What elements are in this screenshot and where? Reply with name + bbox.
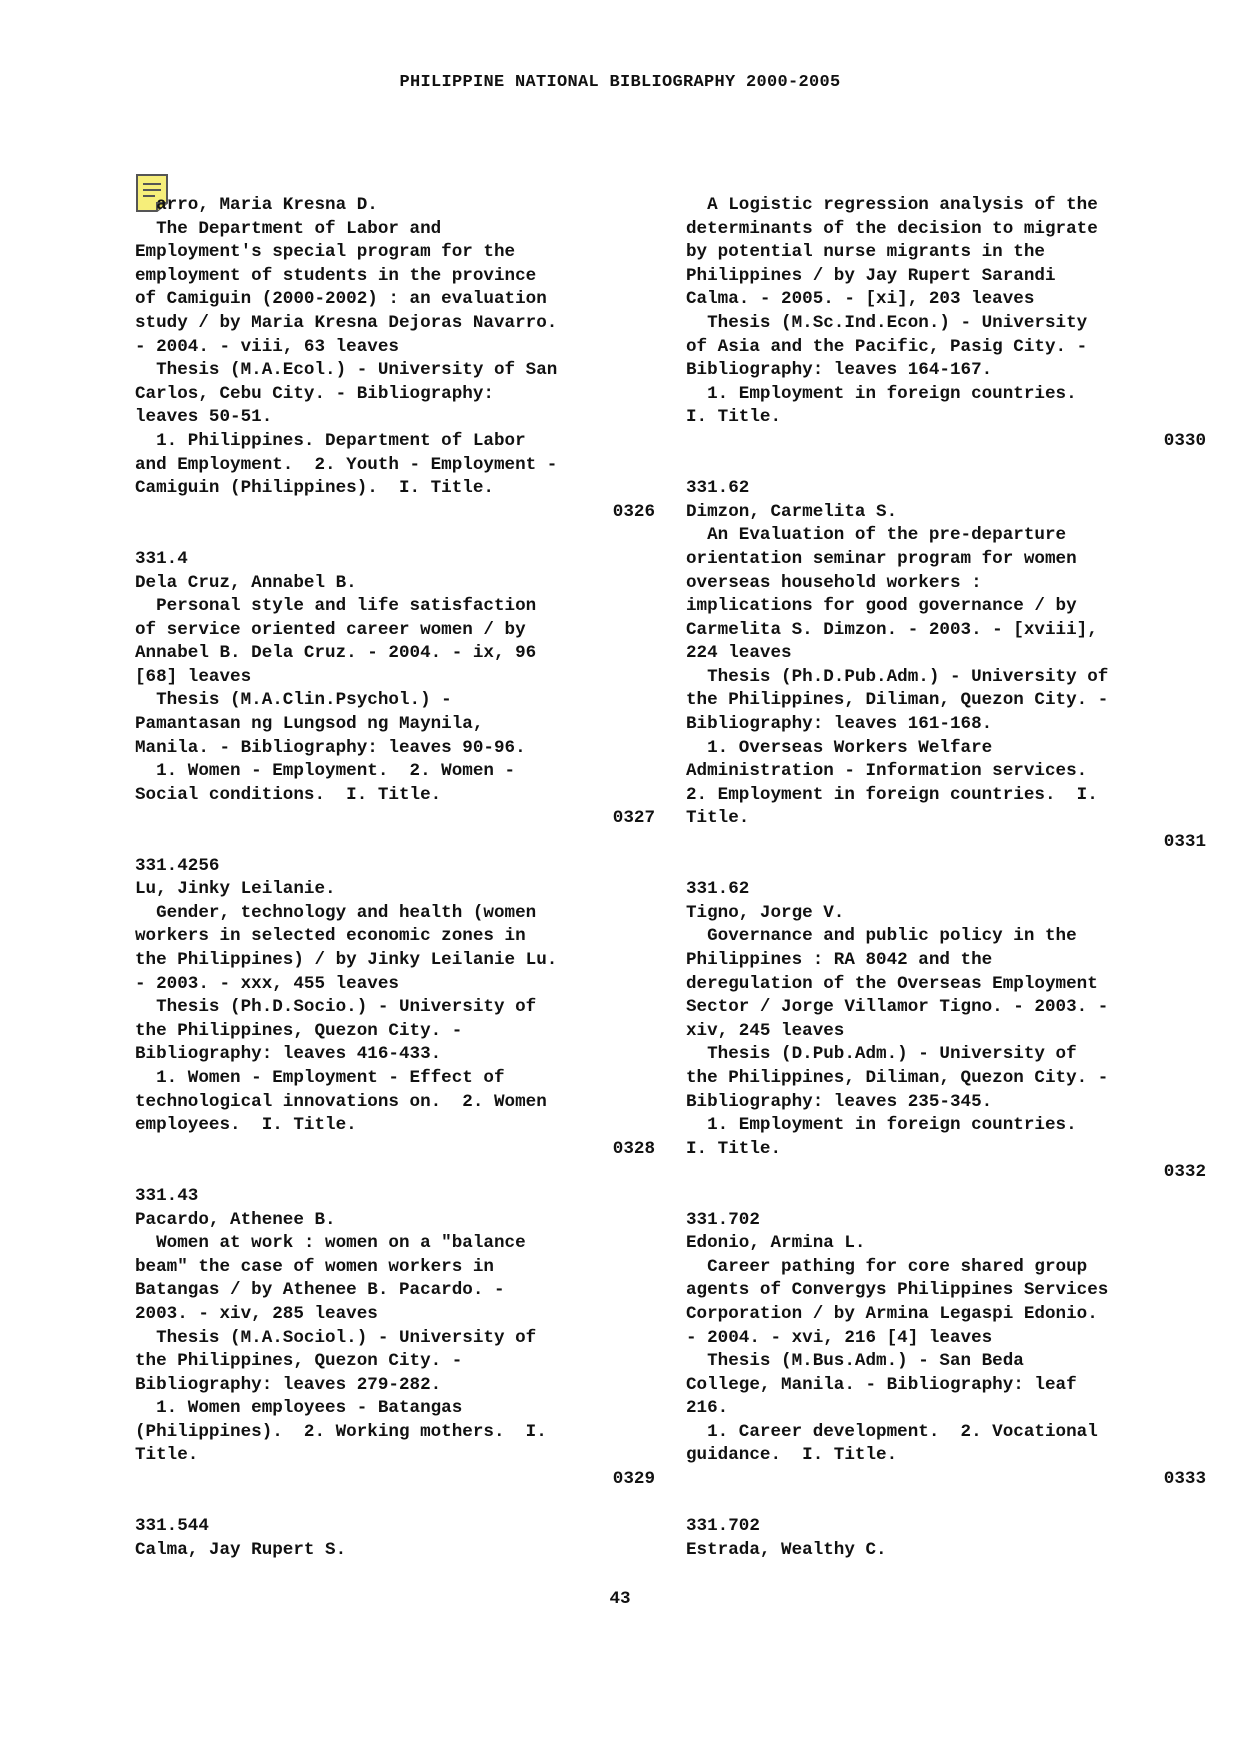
entry-line: Tigno, Jorge V. <box>686 902 845 923</box>
entry-line: Governance and public policy in the <box>686 926 1077 947</box>
entry-line: Bibliography: leaves 279-282. <box>135 1374 442 1395</box>
entry-line: Administration - Information services. <box>686 761 1088 782</box>
entry-gap <box>135 524 655 548</box>
entry-line: Employment's special program for the <box>135 242 516 263</box>
entry-line: guidance. I. Title. <box>686 1445 898 1466</box>
entry-gap <box>135 1161 655 1185</box>
entry-line: A Logistic regression analysis of the <box>686 195 1098 215</box>
entry-gap <box>686 855 1206 879</box>
entry-line: Calma, Jay Rupert S. <box>135 1539 347 1560</box>
entry-line: Thesis (M.Bus.Adm.) - San Beda <box>686 1351 1024 1372</box>
entry-line: Career pathing for core shared group <box>686 1256 1088 1277</box>
entry-line: Pacardo, Athenee B. <box>135 1209 336 1230</box>
bibliography-entry <box>686 194 1206 454</box>
entry-line: Thesis (M.A.Ecol.) - University of San <box>135 360 558 381</box>
entry-line: Pamantasan ng Lungsod ng Maynila, <box>135 714 484 735</box>
entry-line: I. Title. <box>686 407 782 428</box>
entry-line: Calma. - 2005. - [xi], 203 leaves <box>686 289 1035 310</box>
accession-number: 0327 <box>612 808 655 829</box>
entry-line: orientation seminar program for women <box>686 548 1077 569</box>
bibliography-entry <box>686 477 1206 855</box>
bibliography-entry <box>135 548 655 831</box>
entry-line: beam" the case of women workers in <box>135 1256 494 1277</box>
entry-line: of service oriented career women / by <box>135 619 526 640</box>
entry-line: Philippines : RA 8042 and the <box>686 950 993 970</box>
entry-line: Bibliography: leaves 164-167. <box>686 360 993 381</box>
bibliography-entry <box>686 1515 1206 1562</box>
entry-line: Thesis (M.A.Clin.Psychol.) - <box>135 690 452 711</box>
page-number: 43 <box>609 1589 631 1609</box>
entry-line: - 2004. - xvi, 216 [4] leaves <box>686 1327 993 1348</box>
entry-line: Dimzon, Carmelita S. <box>686 501 898 522</box>
entry-line: arro, Maria Kresna D. <box>135 195 378 215</box>
entry-line: 331.4 <box>135 548 188 569</box>
entry-line: technological innovations on. 2. Women <box>135 1091 547 1112</box>
entry-line: 1. Overseas Workers Welfare <box>686 737 993 758</box>
entry-line: Bibliography: leaves 235-345. <box>686 1091 993 1112</box>
entry-line: Social conditions. I. Title. <box>135 784 442 805</box>
entry-gap <box>686 454 1206 478</box>
entry-line: Personal style and life satisfaction <box>135 596 537 617</box>
entry-line: Lu, Jinky Leilanie. <box>135 879 336 900</box>
entry-line: and Employment. 2. Youth - Employment - <box>135 454 558 475</box>
entry-line: Thesis (M.Sc.Ind.Econ.) - University <box>686 312 1088 333</box>
entry-line: 2. Employment in foreign countries. I. <box>686 784 1098 805</box>
entry-line: Philippines / by Jay Rupert Sarandi <box>686 265 1056 286</box>
entry-line: deregulation of the Overseas Employment <box>686 973 1098 994</box>
entry-line: 1. Women - Employment. 2. Women - <box>135 761 516 782</box>
entry-line: An Evaluation of the pre-departure <box>686 525 1067 546</box>
entry-line: Title. <box>686 808 750 829</box>
entry-line: the Philippines, Diliman, Quezon City. - <box>686 1067 1109 1088</box>
accession-number: 0329 <box>612 1469 655 1490</box>
accession-number: 0330 <box>1163 430 1206 451</box>
entry-line: Manila. - Bibliography: leaves 90-96. <box>135 737 526 758</box>
entry-line: Dela Cruz, Annabel B. <box>135 572 357 593</box>
entry-line: (Philippines). 2. Working mothers. I. <box>135 1421 547 1442</box>
entry-line: 1. Career development. 2. Vocational <box>686 1421 1098 1442</box>
entry-line: Thesis (Ph.D.Socio.) - University of <box>135 997 537 1018</box>
entry-line: by potential nurse migrants in the <box>686 242 1045 263</box>
entry-line: 1. Women employees - Batangas <box>135 1398 463 1419</box>
bibliography-entry <box>135 855 655 1162</box>
entry-line: the Philippines, Quezon City. - <box>135 1020 463 1041</box>
entry-line: Thesis (Ph.D.Pub.Adm.) - University of <box>686 666 1109 687</box>
entry-line: College, Manila. - Bibliography: leaf <box>686 1374 1077 1395</box>
entry-line: I. Title. <box>686 1138 782 1159</box>
accession-number: 0332 <box>1163 1162 1206 1183</box>
accession-number: 0331 <box>1163 832 1206 853</box>
entry-gap <box>686 1185 1206 1209</box>
entry-line: xiv, 245 leaves <box>686 1020 845 1041</box>
entry-line: Gender, technology and health (women <box>135 902 537 923</box>
entry-line: implications for good governance / by <box>686 596 1077 617</box>
entry-line: 331.43 <box>135 1185 199 1206</box>
entry-line: determinants of the decision to migrate <box>686 218 1098 239</box>
entry-line: Carmelita S. Dimzon. - 2003. - [xviii], <box>686 619 1098 640</box>
page-header: PHILIPPINE NATIONAL BIBLIOGRAPHY 2000-2005 <box>399 73 841 92</box>
left-column <box>135 194 655 1562</box>
entry-line: of Camiguin (2000-2002) : an evaluation <box>135 289 547 310</box>
entry-line: - 2003. - xxx, 455 leaves <box>135 973 399 994</box>
entry-line: overseas household workers : <box>686 572 982 593</box>
entry-line: employment of students in the province <box>135 265 537 286</box>
right-column <box>686 194 1206 1562</box>
entry-line: of Asia and the Pacific, Pasig City. - <box>686 336 1088 357</box>
bibliography-entry <box>686 878 1206 1185</box>
entry-line: 2003. - xiv, 285 leaves <box>135 1303 378 1324</box>
entry-line: Title. <box>135 1445 199 1466</box>
entry-line: the Philippines) / by Jinky Leilanie Lu. <box>135 950 558 970</box>
entry-line: 331.544 <box>135 1516 209 1537</box>
bibliography-entry <box>135 1185 655 1492</box>
entry-gap <box>135 1492 655 1516</box>
entry-line: Carlos, Cebu City. - Bibliography: <box>135 383 494 404</box>
entry-line: employees. I. Title. <box>135 1115 357 1136</box>
entry-line: 216. <box>686 1398 729 1419</box>
bibliography-entry <box>135 194 655 524</box>
entry-line: workers in selected economic zones in <box>135 926 526 947</box>
bibliography-entry <box>686 1209 1206 1492</box>
entry-gap <box>686 1492 1206 1516</box>
entry-line: Thesis (M.A.Sociol.) - University of <box>135 1327 537 1348</box>
entry-line: 331.702 <box>686 1209 760 1230</box>
entry-line: 331.4256 <box>135 855 220 876</box>
entry-line: 224 leaves <box>686 643 792 664</box>
entry-line: 1. Women - Employment - Effect of <box>135 1067 505 1088</box>
entry-line: 1. Employment in foreign countries. <box>686 383 1077 404</box>
entry-line: Sector / Jorge Villamor Tigno. - 2003. - <box>686 997 1109 1018</box>
entry-line: the Philippines, Quezon City. - <box>135 1351 463 1372</box>
entry-line: Camiguin (Philippines). I. Title. <box>135 478 494 499</box>
accession-number: 0326 <box>612 501 655 522</box>
entry-line: 1. Employment in foreign countries. <box>686 1115 1077 1136</box>
entry-line: 1. Philippines. Department of Labor <box>135 430 526 451</box>
entry-line: agents of Convergys Philippines Services <box>686 1280 1109 1301</box>
entry-line: 331.702 <box>686 1516 760 1537</box>
entry-line: Corporation / by Armina Legaspi Edonio. <box>686 1303 1098 1324</box>
entry-line: Estrada, Wealthy C. <box>686 1539 887 1560</box>
entry-line: Bibliography: leaves 416-433. <box>135 1044 442 1065</box>
entry-line: 331.62 <box>686 879 750 900</box>
entry-line: Annabel B. Dela Cruz. - 2004. - ix, 96 <box>135 643 537 664</box>
entry-line: study / by Maria Kresna Dejoras Navarro. <box>135 312 558 333</box>
accession-number: 0328 <box>612 1138 655 1159</box>
entry-line: Women at work : women on a "balance <box>135 1233 526 1254</box>
entry-line: Edonio, Armina L. <box>686 1233 866 1254</box>
entry-line: [68] leaves <box>135 666 252 687</box>
entry-line: The Department of Labor and <box>135 218 442 239</box>
bibliography-entry <box>135 1515 655 1562</box>
entry-line: leaves 50-51. <box>135 407 273 428</box>
entry-line: Bibliography: leaves 161-168. <box>686 714 993 735</box>
accession-number: 0333 <box>1163 1469 1206 1490</box>
entry-line: the Philippines, Diliman, Quezon City. - <box>686 690 1109 711</box>
entry-line: Batangas / by Athenee B. Pacardo. - <box>135 1280 505 1301</box>
entry-line: Thesis (D.Pub.Adm.) - University of <box>686 1044 1077 1065</box>
entry-line: - 2004. - viii, 63 leaves <box>135 336 399 357</box>
entry-gap <box>135 831 655 855</box>
entry-line: 331.62 <box>686 478 750 499</box>
